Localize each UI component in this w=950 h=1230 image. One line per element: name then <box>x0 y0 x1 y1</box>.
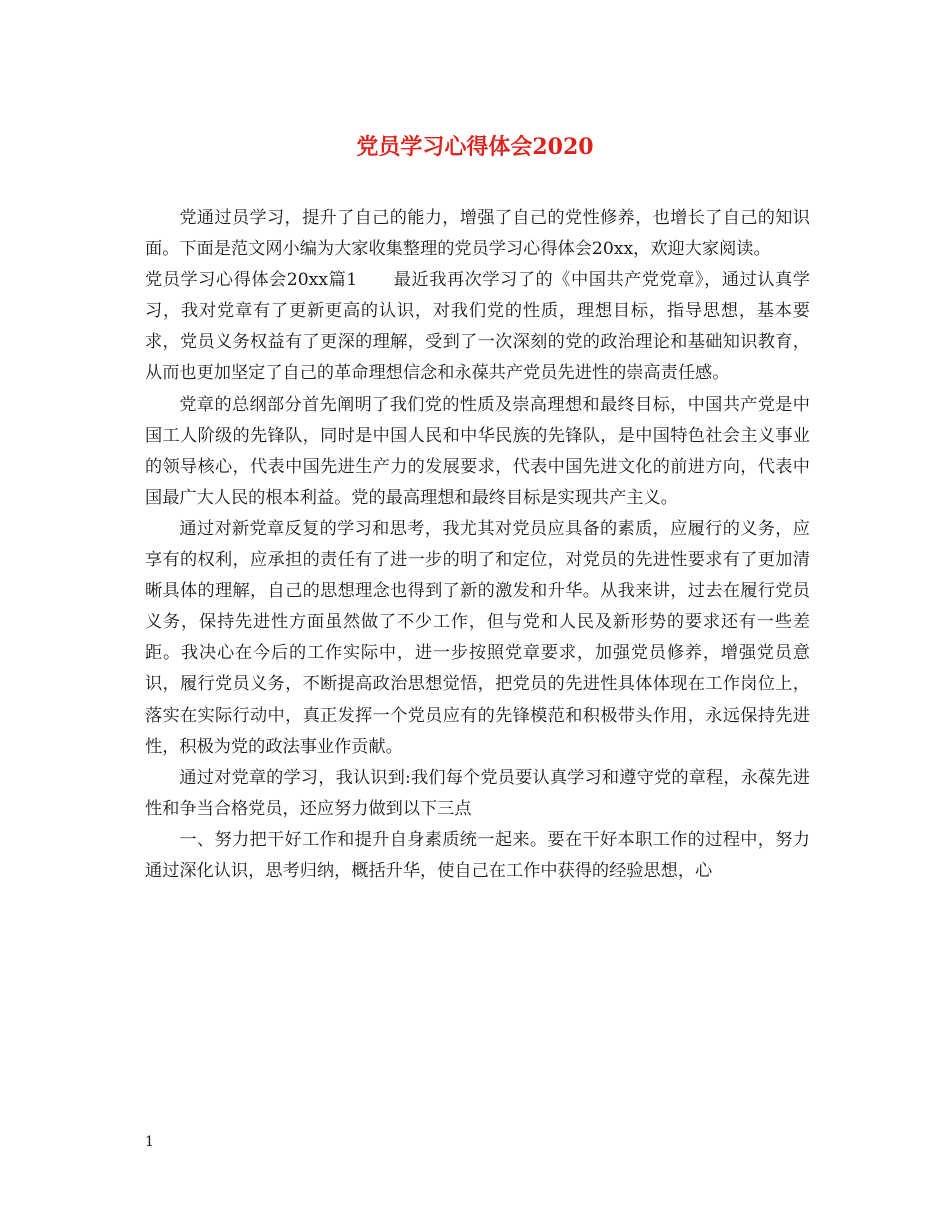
body-paragraph: 党章的总纲部分首先阐明了我们党的性质及崇高理想和最终目标，中国共产党是中国工人阶级的先锋队，同时是中国人民和中华民族的先锋队，是中国特色社会主义事业的领导核心，代表中国先进生产力的发展要求，代表中国先进文化的前进方向，代表中国最广大人民的根本利益。党的最高理想和最终目标是实现共产主义。 <box>145 394 810 508</box>
body-paragraph: 通过对新党章反复的学习和思考，我尤其对党员应具备的素质，应履行的义务，应享有的权利，应承担的责任有了进一步的明了和定位，对党员的先进性要求有了更加清晰具体的理解，自己的思想理念也得到了新的激发和升华。从我来讲，过去在履行党员义务，保持先进性方面虽然做了不少工作，但与党和人民及新形势的要求还有一些差距。我决心在今后的工作实际中，进一步按照党章要求，加强党员修养，增强党员意识，履行党员义务，不断提高政治思想觉悟，把党员的先进性具体体现在工作岗位上，落实在实际行动中，真正发挥一个党员应有的先锋模范和积极带头作用，永远保持先进性，积极为党的政法事业作贡献。 <box>145 518 810 757</box>
body-paragraph: 一、努力把干好工作和提升自身素质统一起来。要在干好本职工作的过程中，努力通过深化认识，思考归纳，概括升华，使自己在工作中获得的经验思想，心 <box>145 829 810 881</box>
section-heading: 党员学习心得体会20xx篇1 <box>145 270 358 291</box>
document-body <box>145 203 810 887</box>
body-paragraph: 通过对党章的学习，我认识到:我们每个党员要认真学习和遵守党的章程，永葆先进性和争当合格党员，还应努力做到以下三点 <box>145 767 810 819</box>
page-number: 1 <box>145 1134 154 1150</box>
intro-paragraph: 党通过员学习，提升了自己的能力，增强了自己的党性修养，也增长了自己的知识面。下面是范文网小编为大家收集整理的党员学习心得体会20xx，欢迎大家阅读。 <box>145 208 810 260</box>
document-title: 党员学习心得体会2020 <box>356 134 594 160</box>
section-lead: 最近我再次学习了的《中国共产党党章》，通过认真学习，我对党章有了更新更高的认识，对我们党的性质，理想目标，指导思想，基本要求，党员义务权益有了更深的理解，受到了一次深刻的党的政治理论和基础知识教育，从而也更加坚定了自己的革命理想信念和永葆共产党员先进性的崇高责任感。 <box>145 270 810 384</box>
section-paragraph <box>145 265 810 389</box>
